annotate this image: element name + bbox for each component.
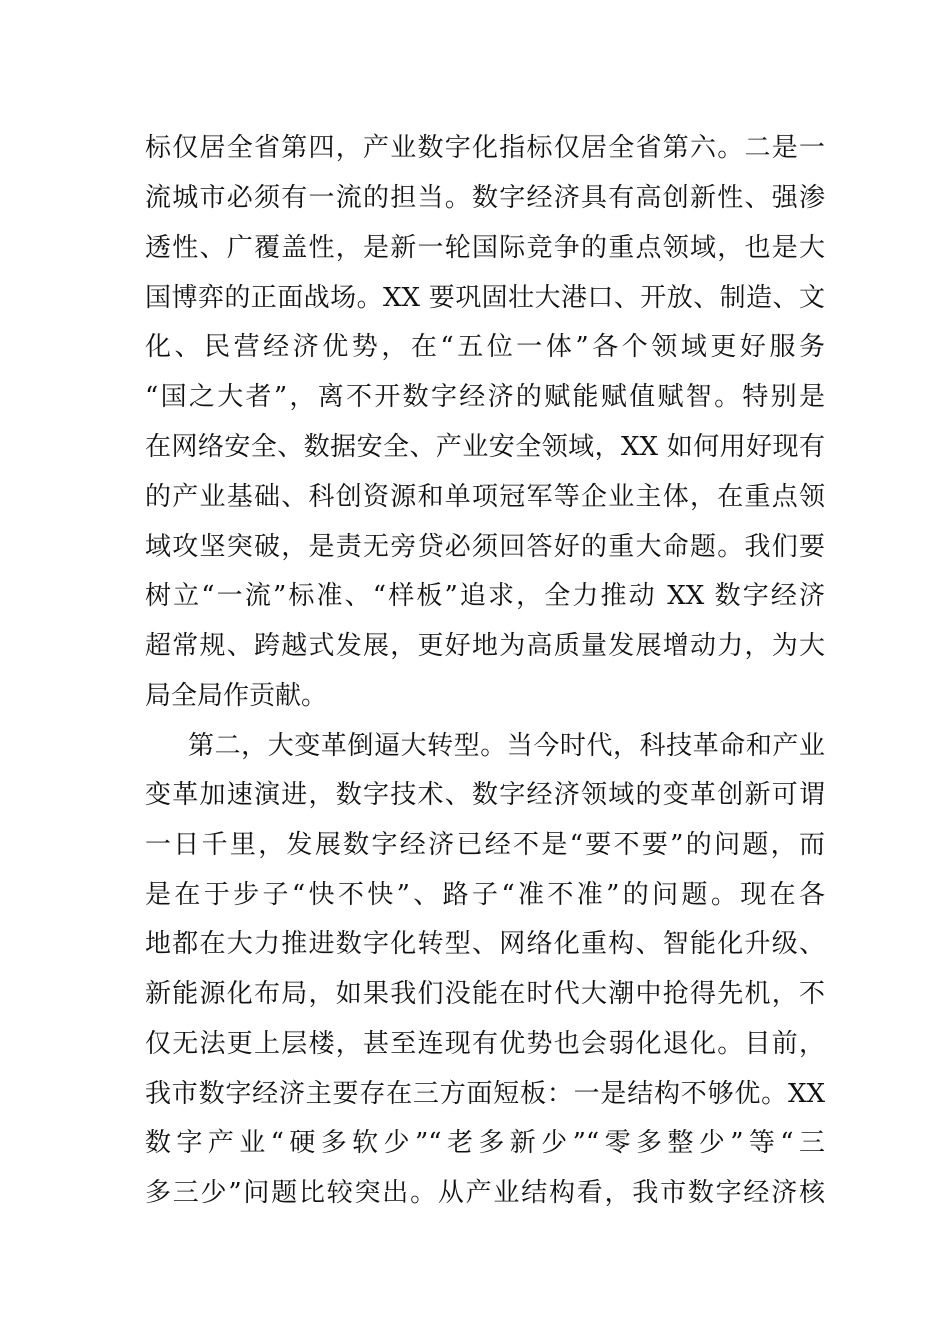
text-line: 标仅居全省第四，产业数字化指标仅居全省第六。二是一 [145,133,825,163]
text-line: 流城市必须有一流的担当。数字经济具有高创新性、强渗 [145,183,825,213]
text-line: 超常规、跨越式发展，更好地为高质量发展增动力，为大 [145,631,825,661]
text-line: 局全局作贡献。 [145,681,328,711]
text-line: 数字产业“硬多软少”“老多新少”“零多整少”等“三 [145,1128,825,1158]
paragraph-start-line: 第二，大变革倒逼大转型。当今时代，科技革命和产业 [188,731,825,761]
text-line: 仅无法更上层楼，甚至连现有优势也会弱化退化。目前， [145,1029,825,1059]
text-line: 一日千里，发展数字经济已经不是“要不要”的问题，而 [145,830,825,860]
text-line: 多三少”问题比较突出。从产业结构看，我市数字经济核 [145,1178,825,1208]
text-line: 变革加速演进，数字技术、数字经济领域的变革创新可谓 [145,780,825,810]
text-line: 国博弈的正面战场。XX 要巩固壮大港口、开放、制造、文 [145,283,825,313]
text-line: 域攻坚突破，是责无旁贷必须回答好的重大命题。我们要 [145,532,825,562]
text-line: 地都在大力推进数字化转型、网络化重构、智能化升级、 [145,929,825,959]
text-line: 透性、广覆盖性，是新一轮国际竞争的重点领域，也是大 [145,233,825,263]
text-line: 树立“一流”标准、“样板”追求，全力推动 XX 数字经济 [145,581,825,611]
text-line: 是在于步子“快不快”、路子“准不准”的问题。现在各 [145,880,825,910]
text-line: 新能源化布局，如果我们没能在时代大潮中抢得先机，不 [145,979,825,1009]
text-line: 在网络安全、数据安全、产业安全领域，XX 如何用好现有 [145,432,825,462]
text-line: “国之大者”，离不开数字经济的赋能赋值赋智。特别是 [145,382,825,412]
text-line: 化、民营经济优势，在“五位一体”各个领域更好服务 [145,332,825,362]
text-line: 我市数字经济主要存在三方面短板：一是结构不够优。XX [145,1079,825,1109]
text-line: 的产业基础、科创资源和单项冠军等企业主体，在重点领 [145,482,825,512]
